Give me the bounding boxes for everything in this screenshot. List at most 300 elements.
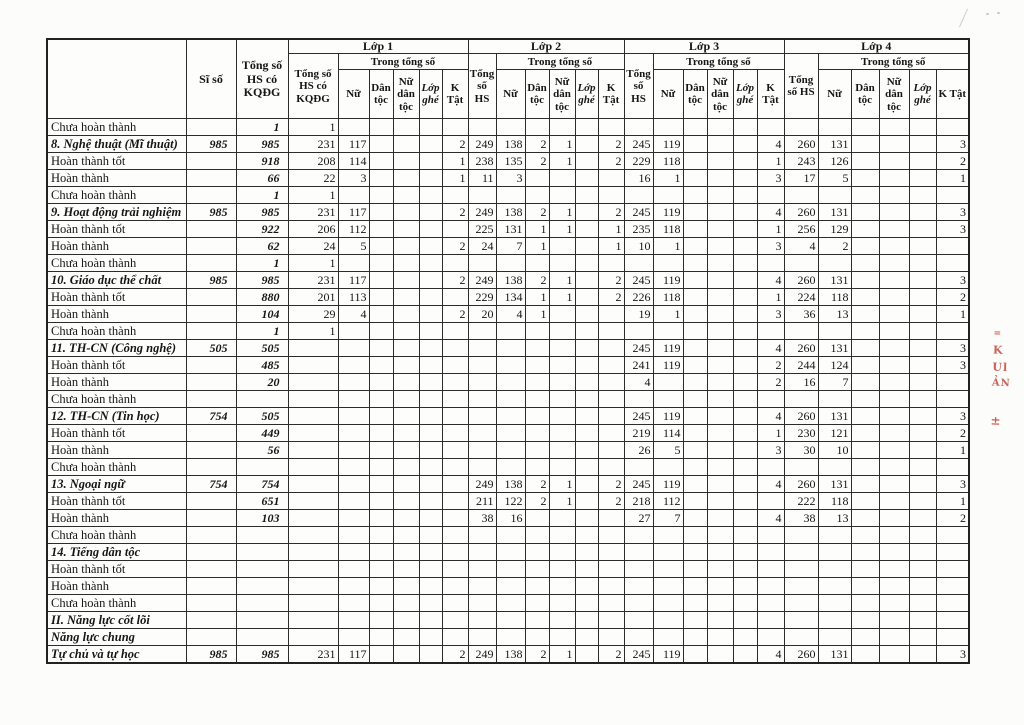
cell-l2-5: 1 <box>598 221 624 238</box>
cell-l4-1 <box>818 595 851 612</box>
cell-l4-2 <box>851 306 879 323</box>
cell-l4-2 <box>851 595 879 612</box>
cell-l3-3 <box>707 459 733 476</box>
cell-l1-2 <box>369 646 393 664</box>
table-row <box>47 374 969 391</box>
row-label: Chưa hoàn thành <box>47 187 186 204</box>
cell-l3-1 <box>653 255 683 272</box>
cell-l2-3: 1 <box>549 272 575 289</box>
cell-si-so <box>186 306 236 323</box>
header-lop1-nu: Nữ <box>338 70 369 119</box>
cell-l4-3 <box>879 340 909 357</box>
cell-l2-2 <box>525 340 549 357</box>
row-label: 14. Tiếng dân tộc <box>47 544 186 561</box>
cell-l4-0: 224 <box>784 289 818 306</box>
cell-l3-0: 218 <box>624 493 653 510</box>
cell-l3-5: 3 <box>757 238 784 255</box>
cell-l3-1: 1 <box>653 306 683 323</box>
cell-l2-0: 249 <box>468 476 496 493</box>
cell-si-so: 754 <box>186 476 236 493</box>
cell-l2-4 <box>575 323 598 340</box>
cell-l1-4 <box>419 408 442 425</box>
cell-l1-4 <box>419 612 442 629</box>
cell-l2-1: 138 <box>496 476 525 493</box>
cell-l2-2 <box>525 459 549 476</box>
cell-l1-5: 2 <box>442 136 468 153</box>
cell-l2-4 <box>575 170 598 187</box>
cell-si-so <box>186 493 236 510</box>
cell-l4-4 <box>909 510 936 527</box>
cell-l3-5 <box>757 493 784 510</box>
cell-l3-4 <box>733 323 757 340</box>
cell-l1-4 <box>419 595 442 612</box>
row-label: Hoàn thành <box>47 442 186 459</box>
cell-l1-4 <box>419 340 442 357</box>
cell-l3-1 <box>653 527 683 544</box>
cell-l3-3 <box>707 306 733 323</box>
cell-l3-4 <box>733 646 757 664</box>
cell-l3-2 <box>683 561 707 578</box>
cell-l2-1 <box>496 187 525 204</box>
cell-l2-2: 1 <box>525 238 549 255</box>
table-row <box>47 153 969 170</box>
cell-l1-3 <box>393 578 419 595</box>
cell-l1-0: 1 <box>288 187 338 204</box>
cell-l2-3 <box>549 510 575 527</box>
cell-l1-1 <box>338 510 369 527</box>
cell-l2-3 <box>549 323 575 340</box>
cell-l2-1 <box>496 527 525 544</box>
cell-l1-1 <box>338 459 369 476</box>
cell-l3-0: 26 <box>624 442 653 459</box>
header-lop1-total: Tổng số HS có KQĐG <box>288 54 338 119</box>
cell-l1-1 <box>338 476 369 493</box>
cell-l4-0: 4 <box>784 238 818 255</box>
cell-l1-3 <box>393 595 419 612</box>
cell-l2-3 <box>549 374 575 391</box>
cell-l4-1: 13 <box>818 510 851 527</box>
cell-l4-3 <box>879 595 909 612</box>
cell-l4-4 <box>909 187 936 204</box>
cell-l4-5 <box>936 119 969 136</box>
cell-l2-5 <box>598 561 624 578</box>
cell-l4-2 <box>851 221 879 238</box>
cell-si-so <box>186 442 236 459</box>
cell-l4-4 <box>909 476 936 493</box>
cell-l4-1: 5 <box>818 170 851 187</box>
cell-l1-1: 4 <box>338 306 369 323</box>
cell-l1-5 <box>442 357 468 374</box>
cell-l3-1 <box>653 323 683 340</box>
cell-l1-4 <box>419 493 442 510</box>
cell-l2-1: 134 <box>496 289 525 306</box>
cell-l2-5 <box>598 340 624 357</box>
cell-l1-5 <box>442 408 468 425</box>
cell-l2-5 <box>598 510 624 527</box>
cell-l1-1 <box>338 255 369 272</box>
cell-l1-3 <box>393 187 419 204</box>
cell-l3-5 <box>757 459 784 476</box>
cell-l3-1: 5 <box>653 442 683 459</box>
cell-l1-3 <box>393 442 419 459</box>
red-ink-mark: ± <box>990 413 1002 428</box>
cell-l2-5: 2 <box>598 476 624 493</box>
cell-l4-5 <box>936 527 969 544</box>
cell-l4-5 <box>936 374 969 391</box>
cell-l4-3 <box>879 391 909 408</box>
cell-l1-5 <box>442 221 468 238</box>
cell-l1-3 <box>393 425 419 442</box>
cell-l3-1: 119 <box>653 408 683 425</box>
cell-l1-2 <box>369 357 393 374</box>
cell-l3-0 <box>624 527 653 544</box>
cell-si-so: 985 <box>186 272 236 289</box>
cell-si-so <box>186 357 236 374</box>
cell-l4-5: 3 <box>936 476 969 493</box>
cell-l3-0: 219 <box>624 425 653 442</box>
cell-l4-5: 3 <box>936 272 969 289</box>
cell-l1-0 <box>288 510 338 527</box>
cell-l1-3 <box>393 153 419 170</box>
cell-l3-2 <box>683 221 707 238</box>
cell-l2-4 <box>575 442 598 459</box>
cell-l1-2 <box>369 255 393 272</box>
cell-l3-5: 1 <box>757 221 784 238</box>
cell-l2-1 <box>496 544 525 561</box>
cell-l2-2 <box>525 170 549 187</box>
cell-l2-0 <box>468 340 496 357</box>
cell-l2-4 <box>575 646 598 664</box>
cell-l3-4 <box>733 595 757 612</box>
header-lop-3: Lớp 3 <box>624 39 784 54</box>
cell-l2-3: 1 <box>549 289 575 306</box>
row-label: Hoàn thành tốt <box>47 153 186 170</box>
cell-l2-4 <box>575 136 598 153</box>
cell-l1-5 <box>442 578 468 595</box>
cell-l4-0 <box>784 323 818 340</box>
cell-l1-3 <box>393 408 419 425</box>
cell-l2-3 <box>549 357 575 374</box>
cell-l1-0: 206 <box>288 221 338 238</box>
cell-l2-2 <box>525 612 549 629</box>
cell-l3-0: 4 <box>624 374 653 391</box>
cell-l4-3 <box>879 561 909 578</box>
cell-l1-2 <box>369 272 393 289</box>
cell-l1-0 <box>288 595 338 612</box>
cell-tong-kqdg: 449 <box>236 425 288 442</box>
cell-l3-3 <box>707 238 733 255</box>
cell-l4-3 <box>879 442 909 459</box>
header-lop2-trong-tong-so: Trong tổng số <box>496 54 624 70</box>
header-tong-so-hs-co-kqdg: Tổng số HS có KQĐG <box>236 39 288 119</box>
cell-l2-5 <box>598 578 624 595</box>
cell-l1-0 <box>288 425 338 442</box>
cell-si-so: 985 <box>186 136 236 153</box>
cell-l3-5 <box>757 119 784 136</box>
pencil-smudge-dot <box>997 12 1000 14</box>
table-row <box>47 221 969 238</box>
cell-l2-4 <box>575 510 598 527</box>
cell-l4-0 <box>784 595 818 612</box>
cell-l4-0 <box>784 187 818 204</box>
cell-l1-4 <box>419 289 442 306</box>
header-lop2-k-tat: K Tật <box>598 70 624 119</box>
header-lop4-nu-dan-toc: Nữ dân tộc <box>879 70 909 119</box>
cell-l1-0 <box>288 578 338 595</box>
row-label: II. Năng lực cốt lõi <box>47 612 186 629</box>
cell-l1-5 <box>442 510 468 527</box>
cell-l3-4 <box>733 476 757 493</box>
cell-l2-2 <box>525 408 549 425</box>
cell-l2-2 <box>525 255 549 272</box>
section-row <box>47 476 969 493</box>
cell-l1-5 <box>442 544 468 561</box>
table-row <box>47 459 969 476</box>
cell-l3-0: 10 <box>624 238 653 255</box>
cell-l2-4 <box>575 595 598 612</box>
cell-l4-3 <box>879 221 909 238</box>
cell-l1-1 <box>338 357 369 374</box>
cell-l1-5: 1 <box>442 170 468 187</box>
header-lop2-lop-ghe: Lớp ghé <box>575 70 598 119</box>
cell-l4-4 <box>909 578 936 595</box>
cell-l3-3 <box>707 476 733 493</box>
cell-l1-4 <box>419 646 442 664</box>
cell-l2-1: 7 <box>496 238 525 255</box>
cell-l4-4 <box>909 136 936 153</box>
cell-si-so <box>186 238 236 255</box>
cell-l4-1 <box>818 459 851 476</box>
cell-l2-2 <box>525 187 549 204</box>
cell-l2-2: 2 <box>525 476 549 493</box>
cell-l3-5: 4 <box>757 510 784 527</box>
cell-l1-0: 1 <box>288 119 338 136</box>
cell-l2-2 <box>525 510 549 527</box>
cell-l3-2 <box>683 374 707 391</box>
cell-l4-5 <box>936 187 969 204</box>
cell-tong-kqdg: 104 <box>236 306 288 323</box>
section-row <box>47 629 969 646</box>
row-label: Hoàn thành <box>47 374 186 391</box>
cell-l3-0 <box>624 187 653 204</box>
cell-l3-5 <box>757 578 784 595</box>
cell-si-so <box>186 187 236 204</box>
cell-l2-0 <box>468 374 496 391</box>
cell-l1-2 <box>369 391 393 408</box>
cell-l2-1 <box>496 255 525 272</box>
cell-l3-4 <box>733 289 757 306</box>
cell-l1-3 <box>393 119 419 136</box>
cell-l1-1 <box>338 391 369 408</box>
cell-l2-5 <box>598 459 624 476</box>
red-ink-marks <box>990 328 1020 431</box>
cell-l2-3 <box>549 255 575 272</box>
row-label: Hoàn thành tốt <box>47 289 186 306</box>
cell-l2-3 <box>549 612 575 629</box>
table-row <box>47 187 969 204</box>
cell-l1-1 <box>338 629 369 646</box>
cell-l3-3 <box>707 187 733 204</box>
cell-l2-5 <box>598 374 624 391</box>
cell-l2-1 <box>496 374 525 391</box>
cell-l3-5: 2 <box>757 357 784 374</box>
cell-si-so <box>186 255 236 272</box>
cell-l2-3 <box>549 442 575 459</box>
cell-l3-2 <box>683 510 707 527</box>
header-lop3-k-tat: K Tật <box>757 70 784 119</box>
cell-tong-kqdg <box>236 612 288 629</box>
cell-tong-kqdg: 918 <box>236 153 288 170</box>
cell-l4-5 <box>936 629 969 646</box>
cell-l1-5: 2 <box>442 204 468 221</box>
table-row <box>47 595 969 612</box>
cell-l4-1: 131 <box>818 646 851 664</box>
cell-l4-4 <box>909 289 936 306</box>
cell-l1-5 <box>442 323 468 340</box>
cell-l4-2 <box>851 578 879 595</box>
cell-l3-0 <box>624 561 653 578</box>
cell-si-so <box>186 374 236 391</box>
cell-l1-1: 117 <box>338 272 369 289</box>
row-label: Chưa hoàn thành <box>47 323 186 340</box>
cell-tong-kqdg: 880 <box>236 289 288 306</box>
cell-l4-3 <box>879 306 909 323</box>
cell-l2-4 <box>575 357 598 374</box>
cell-l4-0 <box>784 119 818 136</box>
section-row <box>47 204 969 221</box>
cell-si-so <box>186 170 236 187</box>
cell-l1-0 <box>288 561 338 578</box>
cell-l3-1 <box>653 391 683 408</box>
cell-l4-5 <box>936 391 969 408</box>
cell-l1-5: 2 <box>442 272 468 289</box>
cell-l1-4 <box>419 527 442 544</box>
cell-l2-3 <box>549 391 575 408</box>
cell-l1-3 <box>393 612 419 629</box>
cell-l2-0: 238 <box>468 153 496 170</box>
table-row <box>47 510 969 527</box>
cell-l3-0: 245 <box>624 646 653 664</box>
cell-si-so <box>186 561 236 578</box>
cell-l2-2 <box>525 561 549 578</box>
cell-l4-2 <box>851 408 879 425</box>
cell-l1-2 <box>369 340 393 357</box>
cell-l1-5: 2 <box>442 646 468 664</box>
cell-l4-0: 260 <box>784 646 818 664</box>
cell-l3-2 <box>683 170 707 187</box>
cell-l4-3 <box>879 527 909 544</box>
cell-l1-2 <box>369 153 393 170</box>
cell-l4-0: 260 <box>784 204 818 221</box>
cell-l1-0: 1 <box>288 323 338 340</box>
cell-l4-0 <box>784 561 818 578</box>
cell-l2-0: 11 <box>468 170 496 187</box>
cell-l4-0 <box>784 629 818 646</box>
cell-l2-1 <box>496 357 525 374</box>
header-lop4-total: Tổng số HS <box>784 54 818 119</box>
cell-tong-kqdg <box>236 459 288 476</box>
cell-l4-2 <box>851 629 879 646</box>
cell-l4-3 <box>879 323 909 340</box>
cell-l1-4 <box>419 255 442 272</box>
cell-l3-3 <box>707 255 733 272</box>
cell-l2-3 <box>549 561 575 578</box>
header-si-so: Sĩ số <box>186 39 236 119</box>
cell-l3-2 <box>683 527 707 544</box>
cell-l1-4 <box>419 153 442 170</box>
cell-l4-2 <box>851 340 879 357</box>
cell-l4-0: 243 <box>784 153 818 170</box>
cell-l4-1 <box>818 119 851 136</box>
cell-l4-5: 1 <box>936 170 969 187</box>
cell-l1-0 <box>288 629 338 646</box>
red-ink-mark: Ul <box>992 360 1009 375</box>
row-label: Chưa hoàn thành <box>47 391 186 408</box>
row-label: Tự chủ và tự học <box>47 646 186 664</box>
cell-l1-1 <box>338 561 369 578</box>
cell-l2-0: 249 <box>468 272 496 289</box>
cell-l1-1 <box>338 340 369 357</box>
cell-l1-1 <box>338 493 369 510</box>
cell-l2-0: 24 <box>468 238 496 255</box>
cell-l2-3 <box>549 238 575 255</box>
cell-l1-5 <box>442 595 468 612</box>
cell-l3-4 <box>733 408 757 425</box>
cell-l1-1: 114 <box>338 153 369 170</box>
cell-l4-4 <box>909 527 936 544</box>
cell-l3-4 <box>733 578 757 595</box>
cell-l3-3 <box>707 578 733 595</box>
cell-si-so <box>186 629 236 646</box>
cell-l3-2 <box>683 238 707 255</box>
cell-l3-1: 112 <box>653 493 683 510</box>
cell-l2-0 <box>468 612 496 629</box>
cell-l2-5 <box>598 119 624 136</box>
cell-l1-3 <box>393 306 419 323</box>
cell-l3-4 <box>733 170 757 187</box>
cell-l3-2 <box>683 357 707 374</box>
cell-l4-2 <box>851 476 879 493</box>
cell-l2-0 <box>468 459 496 476</box>
cell-l1-0 <box>288 408 338 425</box>
cell-l1-1 <box>338 187 369 204</box>
cell-l1-4 <box>419 476 442 493</box>
cell-l3-2 <box>683 612 707 629</box>
cell-l4-5: 1 <box>936 493 969 510</box>
cell-l3-0: 226 <box>624 289 653 306</box>
cell-tong-kqdg <box>236 391 288 408</box>
header-lop4-k-tat: K Tật <box>936 70 969 119</box>
cell-l2-3 <box>549 340 575 357</box>
cell-l3-4 <box>733 357 757 374</box>
table-row <box>47 425 969 442</box>
row-label: Hoàn thành <box>47 578 186 595</box>
cell-l3-5: 4 <box>757 136 784 153</box>
cell-l2-2 <box>525 119 549 136</box>
cell-l2-4 <box>575 544 598 561</box>
cell-l2-2 <box>525 527 549 544</box>
cell-l3-5 <box>757 391 784 408</box>
cell-l3-2 <box>683 272 707 289</box>
cell-l3-0: 245 <box>624 272 653 289</box>
cell-l3-3 <box>707 374 733 391</box>
cell-l4-5: 2 <box>936 510 969 527</box>
cell-l3-2 <box>683 153 707 170</box>
table-row <box>47 391 969 408</box>
cell-l2-4 <box>575 221 598 238</box>
cell-l1-5 <box>442 289 468 306</box>
cell-l3-2 <box>683 646 707 664</box>
